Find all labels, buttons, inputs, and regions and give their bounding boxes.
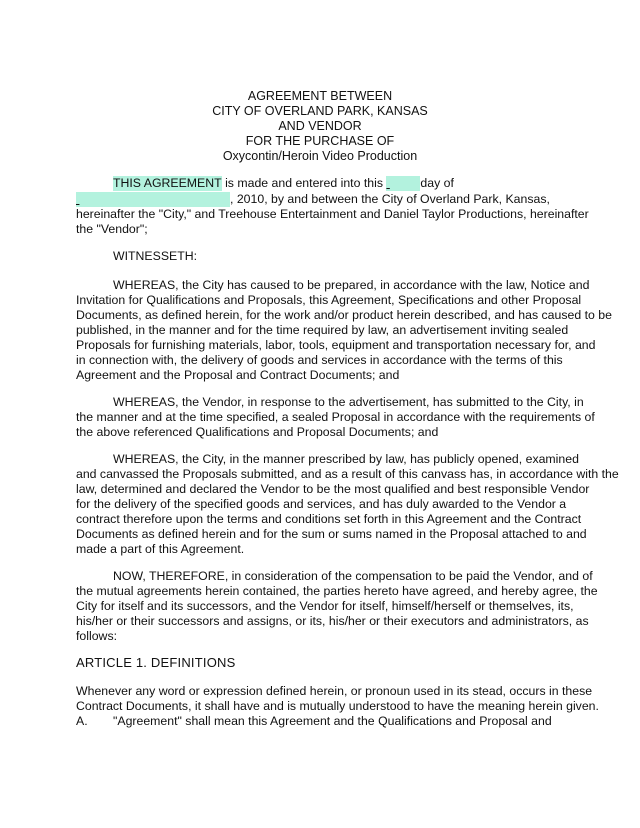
title-line-5: Oxycontin/Heroin Video Production [222, 149, 418, 163]
intro-text-2: day of [420, 176, 454, 190]
para1-line-1: WHEREAS, the City has caused to be prepared, in accordance with the law, Notice and [113, 278, 590, 292]
para1-line-7: Agreement and the Proposal and Contract Documents; and [76, 368, 400, 382]
para4-line-1: NOW, THEREFORE, in consideration of the compensation to be paid the Vendor, and of [113, 569, 593, 583]
article1-line-1: Whenever any word or expression defined herein, or pronoun used in its stead, occurs in these [76, 684, 593, 698]
para1-line-5: Proposals for furnishing materials, labor, tools, equipment and transportation necessary for, and [76, 338, 596, 352]
para3-line-6: Documents as defined herein and for the sum or sums named in the Proposal attached to and [76, 527, 587, 541]
title-line-2: CITY OF OVERLAND PARK, KANSAS [212, 104, 428, 118]
date-blank-field[interactable] [76, 192, 230, 207]
intro-text-3: , 2010, by and between the City of Overland Park, Kansas, [230, 192, 550, 206]
para3-line-3: law, determined and declared the Vendor to be the most qualified and best responsible Vendor [76, 482, 590, 496]
para3-line-4: for the delivery of the specified goods and services, and has duly awarded to the Vendor a [76, 497, 567, 511]
title-line-4: FOR THE PURCHASE OF [245, 134, 395, 148]
title-line-3: AND VENDOR [278, 119, 362, 133]
para1-line-6: in connection with, the delivery of goods and services in accordance with the terms of this [76, 353, 563, 367]
para3-line-1: WHEREAS, the City, in the manner prescribed by law, has publicly opened, examined [113, 452, 579, 466]
para4-line-3: City for itself and its successors, and the Vendor for itself, himself/herself or themselves, its, [76, 599, 574, 613]
para1-line-2: Invitation for Qualifications and Proposals, this Agreement, Specifications and other Proposal [76, 293, 582, 307]
article1-item-a-label: A. [76, 714, 88, 728]
intro-text-1: is made and entered into this [225, 176, 383, 190]
article1-heading: ARTICLE 1. DEFINITIONS [76, 655, 236, 670]
day-blank-field[interactable] [386, 176, 420, 191]
para4-line-5: follows: [76, 629, 118, 643]
para2-line-2: the manner and at the time specified, a sealed Proposal in accordance with the requirements of [76, 410, 595, 424]
intro-line-4: the "Vendor"; [76, 222, 148, 236]
para3-line-5: contract therefore upon the terms and conditions set forth in this Agreement and the Contract [76, 512, 582, 526]
para4-line-2: the mutual agreements herein contained, the parties hereto have agreed, and hereby agree, the [76, 584, 598, 598]
intro-line-3: hereinafter the "City," and Treehouse Entertainment and Daniel Taylor Productions, hereinafter [76, 207, 589, 221]
article1-item-a-text: "Agreement" shall mean this Agreement and the Qualifications and Proposal and [113, 714, 552, 728]
para1-line-3: Documents, as defined herein, for the work and/or product herein described, and has caused to be [76, 308, 612, 322]
para4-line-4: his/her or their successors and assigns, or its, his/her or their executors and administrators, as [76, 614, 589, 628]
intro-lead: THIS AGREEMENT [113, 176, 222, 190]
witnesseth-heading: WITNESSETH: [113, 249, 198, 263]
title-line-1: AGREEMENT BETWEEN [247, 89, 393, 103]
intro-line-1 [113, 176, 454, 191]
para1-line-4: published, in the manner and for the time required by law, an advertisement inviting sealed [76, 323, 569, 337]
article1-line-2: Contract Documents, it shall have and is mutually understood to have the meaning herein given. [76, 699, 599, 713]
para2-line-3: the above referenced Qualifications and Proposal Documents; and [76, 425, 439, 439]
para3-line-2: and canvassed the Proposals submitted, and as a result of this canvass has, in accordance with the [76, 467, 619, 481]
para3-line-7: made a part of this Agreement. [76, 542, 245, 556]
para2-line-1: WHEREAS, the Vendor, in response to the advertisement, has submitted to the City, in [113, 395, 584, 409]
intro-line-2 [76, 192, 550, 207]
